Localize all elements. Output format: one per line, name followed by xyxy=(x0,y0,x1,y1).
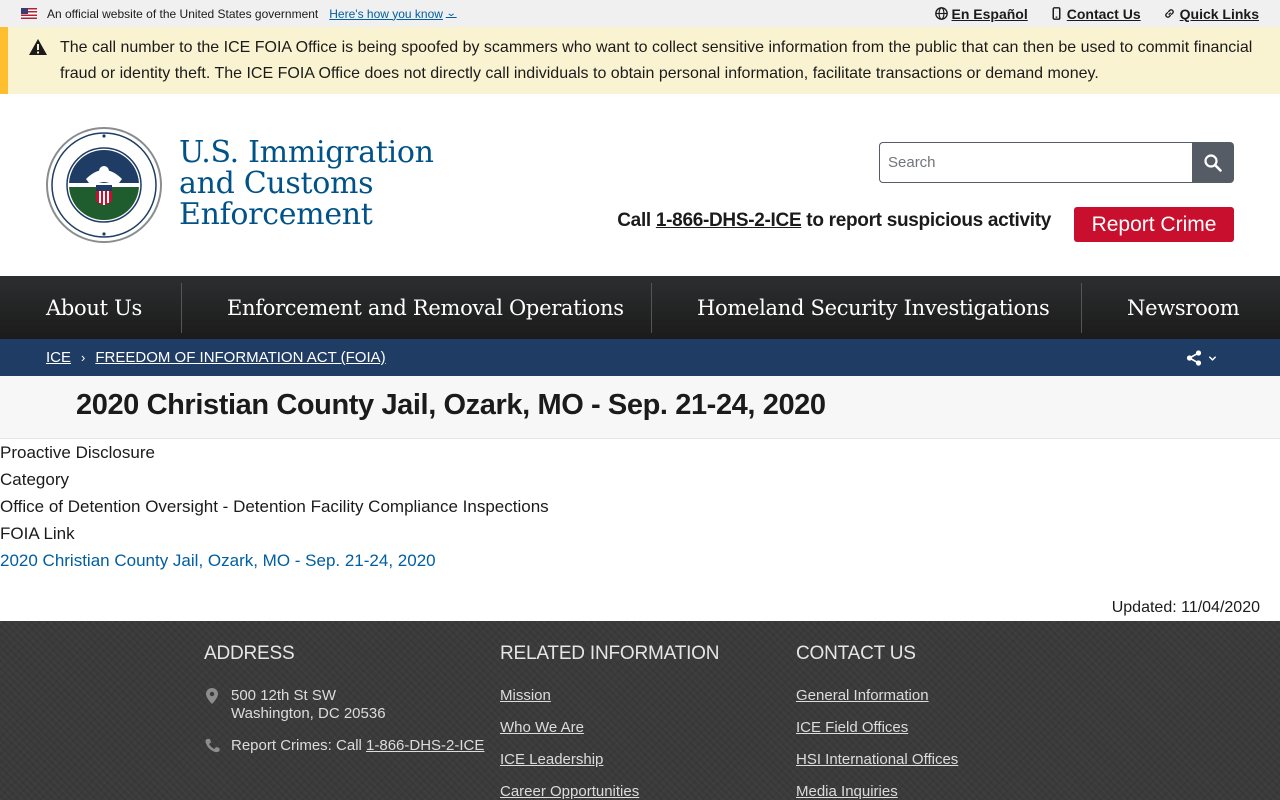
site-header xyxy=(0,94,1280,276)
report-crime-button[interactable]: Report Crime xyxy=(1074,207,1234,242)
footer-link-media-inquiries[interactable]: Media Inquiries xyxy=(796,783,898,800)
footer-contact-heading: CONTACT US xyxy=(796,643,916,664)
disclosure-type: Proactive Disclosure xyxy=(0,443,155,462)
footer-link-ice-field-offices[interactable]: ICE Field Offices xyxy=(796,719,909,736)
contact-us-label: Contact Us xyxy=(1066,5,1141,22)
nav-enforcement-removal-operations[interactable]: Enforcement and Removal Operations xyxy=(227,295,624,320)
gov-banner-text: An official website of the United States government xyxy=(47,6,319,21)
site-footer xyxy=(0,621,1280,800)
heres-how-you-know-link[interactable] xyxy=(329,7,455,21)
contact-us-link[interactable] xyxy=(1050,6,1141,22)
footer-link-career-opportunities[interactable]: Career Opportunities xyxy=(500,783,640,800)
search-input[interactable] xyxy=(879,142,1192,183)
gov-banner xyxy=(0,0,1280,27)
nav-homeland-security-investigations[interactable]: Homeland Security Investigations xyxy=(697,295,1050,320)
dhs-seal-icon[interactable] xyxy=(46,127,162,243)
search-icon xyxy=(1203,153,1223,173)
footer-report-phone-link[interactable]: 1-866-DHS-2-ICE xyxy=(366,737,485,754)
map-pin-icon xyxy=(205,687,219,705)
quick-links-link[interactable] xyxy=(1163,6,1259,22)
heres-how-you-know-label: Here's how you know xyxy=(329,6,443,21)
category-value: Office of Detention Oversight - Detention Facility Compliance Inspections xyxy=(0,497,549,516)
link-icon xyxy=(1163,7,1176,20)
breadcrumb-ice[interactable]: ICE xyxy=(46,349,72,366)
report-call-text xyxy=(617,210,1051,232)
call-prefix: Call xyxy=(617,210,656,231)
nav-divider xyxy=(1081,283,1082,333)
footer-link-hsi-international-offices[interactable]: HSI International Offices xyxy=(796,751,959,768)
globe-icon xyxy=(935,7,948,20)
foia-document-link[interactable]: 2020 Christian County Jail, Ozark, MO - Sep. 21-24, 2020 xyxy=(0,551,436,570)
footer-related-heading: RELATED INFORMATION xyxy=(500,643,720,664)
footer-link-who-we-are[interactable]: Who We Are xyxy=(500,719,584,736)
footer-link-mission[interactable]: Mission xyxy=(500,687,551,704)
main-content xyxy=(0,439,1280,621)
share-icon xyxy=(1186,350,1202,366)
search-form xyxy=(879,142,1234,183)
en-espanol-label: En Español xyxy=(951,5,1028,22)
nav-divider xyxy=(651,283,652,333)
scam-alert xyxy=(0,27,1280,94)
footer-report-prefix: Report Crimes: Call xyxy=(231,737,367,754)
alert-text: The call number to the ICE FOIA Office is being spoofed by scammers who want to collect sensitive information from the public that can then be used to commit financial fraud or identity theft. The ICE FOIA Office does not directly call individuals to obtain personal information, facilitate transactions or demand money. xyxy=(60,39,1253,82)
utility-links xyxy=(935,0,1260,27)
page-title: 2020 Christian County Jail, Ozark, MO - Sep. 21-24, 2020 xyxy=(76,389,826,421)
call-suffix: to report suspicious activity xyxy=(801,210,1051,231)
nav-about-us[interactable]: About Us xyxy=(46,295,142,320)
nav-divider xyxy=(181,283,182,333)
nav-newsroom[interactable]: Newsroom xyxy=(1127,295,1240,320)
share-button[interactable] xyxy=(1186,350,1217,366)
breadcrumb-separator: › xyxy=(81,350,86,365)
en-espanol-link[interactable] xyxy=(935,6,1028,22)
breadcrumb-foia[interactable]: FREEDOM OF INFORMATION ACT (FOIA) xyxy=(95,349,386,366)
foia-link-label: FOIA Link xyxy=(0,524,75,543)
footer-report-crimes xyxy=(231,737,484,755)
chevron-down-icon xyxy=(1208,354,1217,363)
phone-icon xyxy=(204,738,221,753)
footer-link-ice-leadership[interactable]: ICE Leadership xyxy=(500,751,604,768)
quick-links-label: Quick Links xyxy=(1179,5,1259,22)
agency-name-line1: U.S. Immigration xyxy=(179,135,434,170)
category-label: Category xyxy=(0,470,69,489)
search-button[interactable] xyxy=(1192,142,1234,183)
agency-name[interactable] xyxy=(179,137,434,230)
us-flag-icon xyxy=(21,8,37,19)
footer-link-general-information[interactable]: General Information xyxy=(796,687,929,704)
main-nav xyxy=(0,276,1280,339)
phone-icon xyxy=(1050,7,1063,20)
agency-name-line2: and Customs xyxy=(179,166,374,201)
report-phone-link[interactable]: 1-866-DHS-2-ICE xyxy=(655,210,802,231)
warning-icon xyxy=(28,38,48,56)
footer-address-heading: ADDRESS xyxy=(204,643,295,664)
footer-address-line2: Washington, DC 20536 xyxy=(231,705,386,722)
agency-name-line3: Enforcement xyxy=(179,197,373,232)
updated-date: Updated: 11/04/2020 xyxy=(1111,599,1260,616)
chevron-down-icon: ⌄ xyxy=(445,8,457,19)
breadcrumb xyxy=(0,339,1280,376)
page-title-area xyxy=(0,376,1280,439)
footer-address-line1: 500 12th St SW xyxy=(231,687,337,704)
